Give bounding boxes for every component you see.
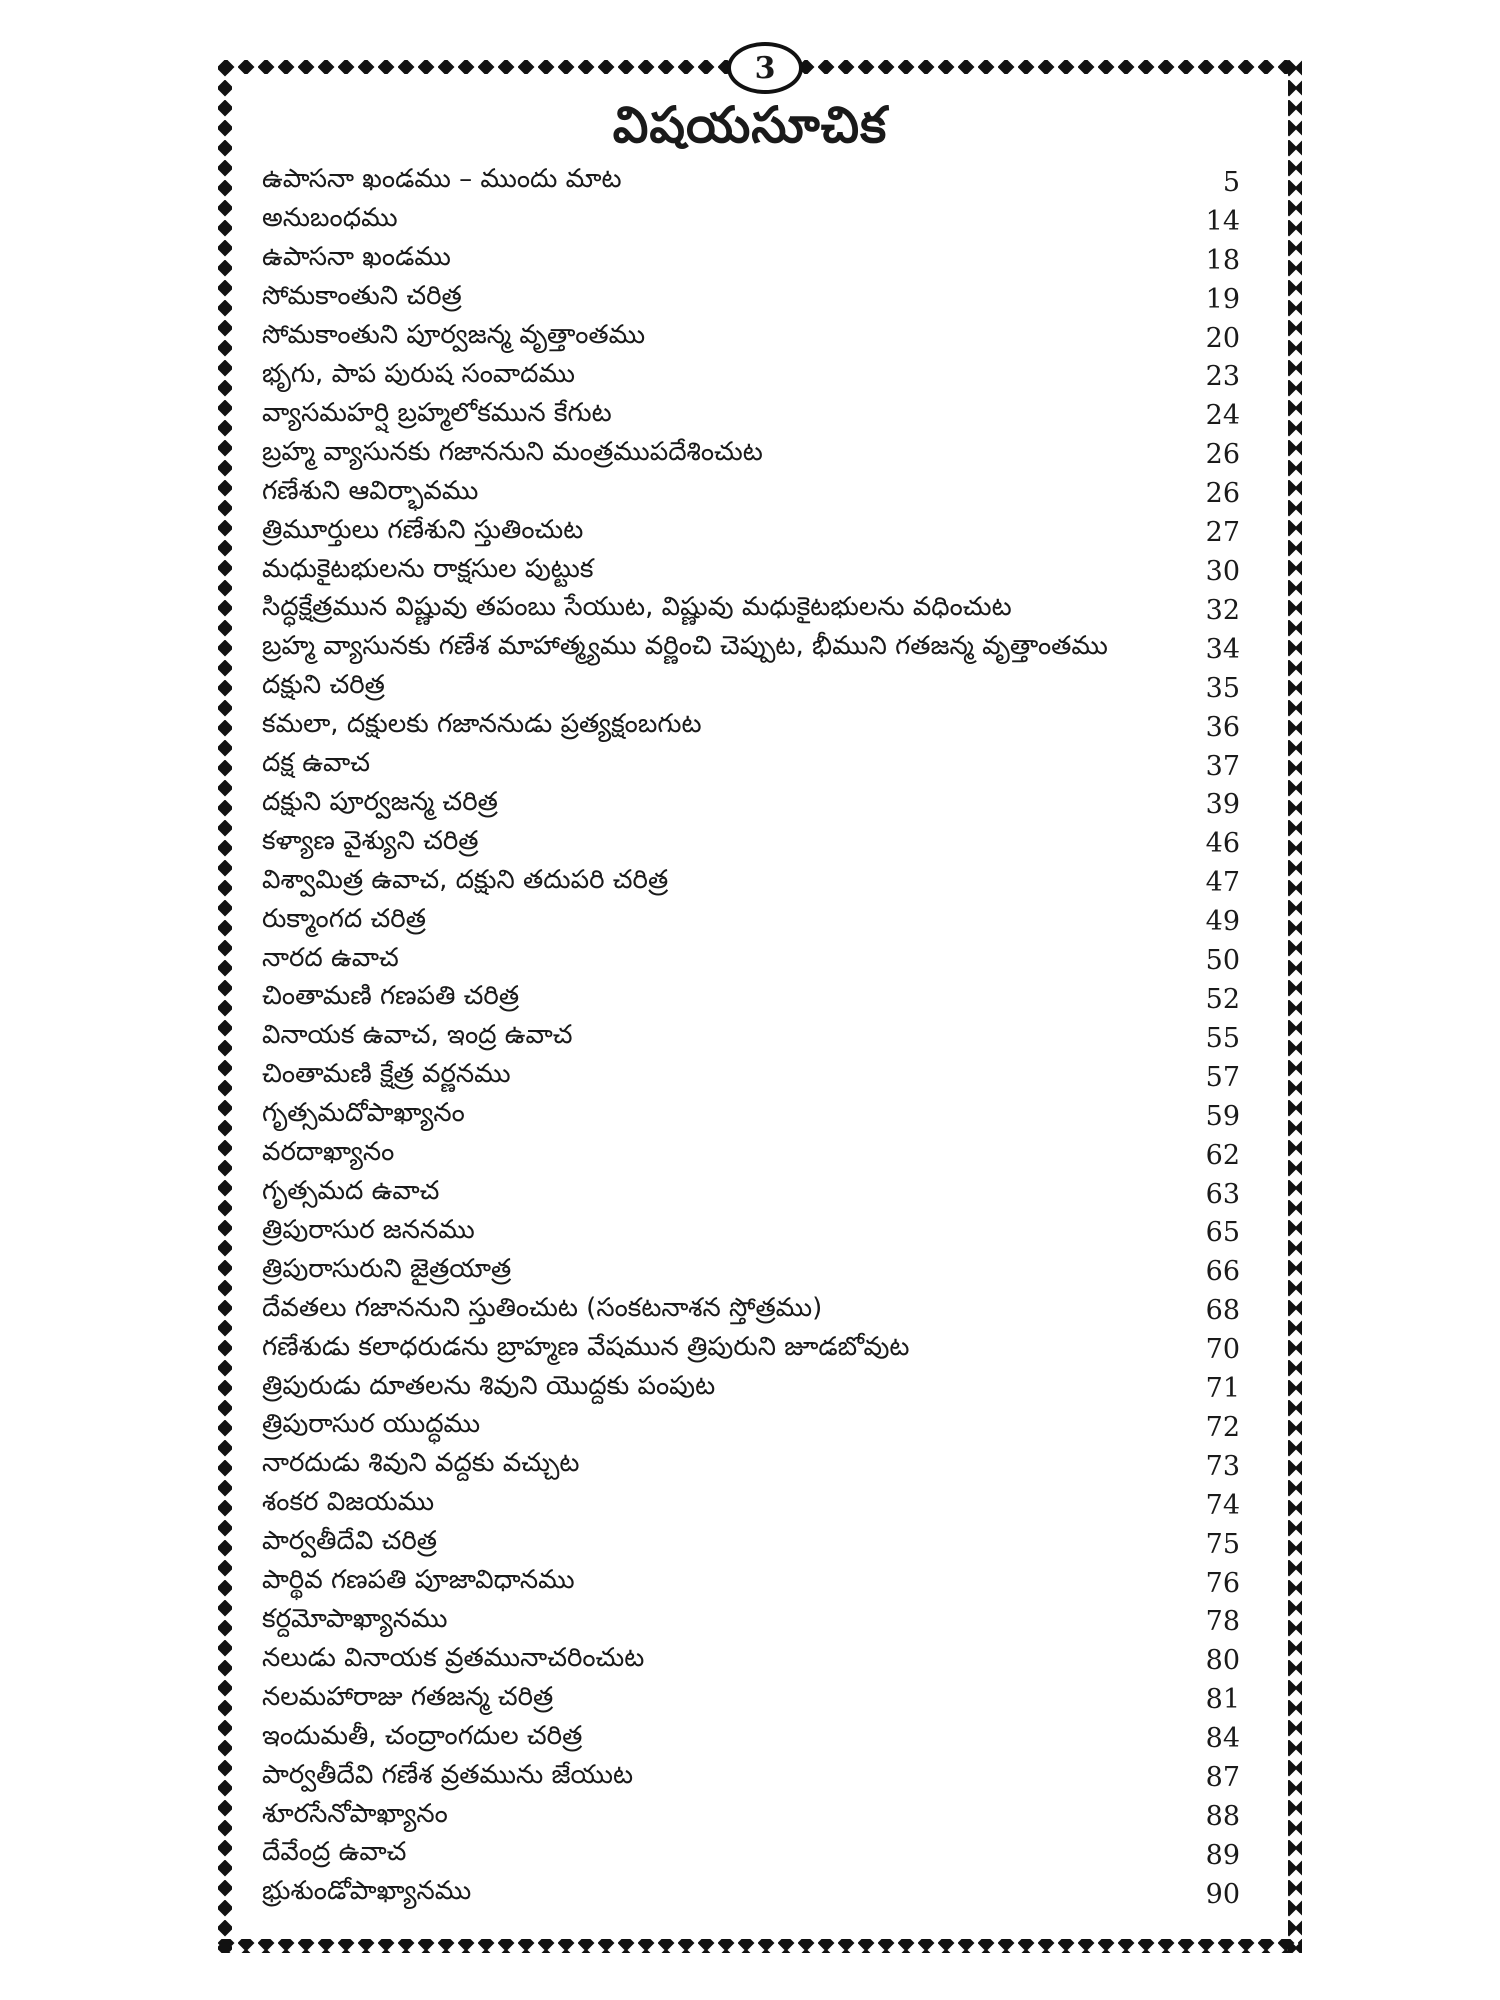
toc-row <box>262 1641 1240 1680</box>
toc-entry-title: సిద్ధక్షేత్రమున విష్ణువు తపంబు సేయుట, విష్ణువు మధుకైటభులను వధించుట <box>262 592 1012 623</box>
toc-row <box>262 1758 1240 1797</box>
toc-row <box>262 1836 1240 1875</box>
toc-row <box>262 1603 1240 1642</box>
toc-entry-title: విశ్వామిత్ర ఉవాచ, దక్షుని తదుపరి చరిత్ర <box>262 864 669 895</box>
toc-entry-page: 87 <box>1205 1762 1240 1794</box>
toc-entry-title: దక్షుని చరిత్ర <box>262 670 385 701</box>
toc-entry-page: 26 <box>1205 478 1240 510</box>
toc-entry-title: భ్రుశుండోపాఖ్యానము <box>262 1876 472 1907</box>
toc-entry-title: శంకర విజయము <box>262 1487 435 1518</box>
toc-entry-page: 66 <box>1205 1256 1240 1288</box>
toc-row <box>262 1175 1240 1214</box>
toc-entry-page: 70 <box>1205 1334 1240 1366</box>
toc-entry-title: ఉపాసనా ఖండము <box>262 242 451 273</box>
toc-row <box>262 1875 1240 1914</box>
toc-entry-page: 78 <box>1205 1606 1240 1638</box>
toc-entry-title: త్రిపురాసుర జననము <box>262 1214 475 1245</box>
toc-entry-page: 26 <box>1205 439 1240 471</box>
toc-entry-page: 89 <box>1205 1839 1240 1871</box>
toc-row <box>262 1213 1240 1252</box>
toc-entry-page: 32 <box>1205 594 1240 626</box>
toc-entry-title: చింతామణి గణపతి చరిత్ర <box>262 981 520 1012</box>
toc-row <box>262 1525 1240 1564</box>
toc-entry-title: కర్దమోపాఖ్యానము <box>262 1603 448 1634</box>
toc-row <box>262 669 1240 708</box>
toc-entry-page: 20 <box>1205 322 1240 354</box>
toc-entry-page: 47 <box>1205 867 1240 899</box>
toc-entry-page: 5 <box>1222 166 1240 198</box>
toc-entry-title: మధుకైటభులను రాక్షసుల పుట్టుక <box>262 553 594 584</box>
toc-entry-page: 55 <box>1205 1022 1240 1054</box>
toc-entry-title: బ్రహ్మ వ్యాసునకు గణేశ మాహాత్మ్యము వర్ణించి చెప్పుట, భీముని గతజన్మ వృత్తాంతము <box>262 631 1108 662</box>
toc-entry-page: 65 <box>1205 1217 1240 1249</box>
toc-entry-page: 24 <box>1205 400 1240 432</box>
toc-entry-page: 37 <box>1205 750 1240 782</box>
toc-entry-title: అనుబంధము <box>262 203 398 234</box>
toc-entry-page: 34 <box>1205 633 1240 665</box>
toc-entry-title: దేవతలు గజాననుని స్తుతించుట (సంకటనాశన స్తోత్రము) <box>262 1292 823 1323</box>
toc-entry-page: 72 <box>1205 1411 1240 1443</box>
toc-row <box>262 163 1240 202</box>
toc-entry-page: 59 <box>1205 1100 1240 1132</box>
toc-entry-title: సోమకాంతుని చరిత్ర <box>262 281 462 312</box>
toc-entry-title: రుక్మాంగద చరిత్ర <box>262 903 426 934</box>
toc-row <box>262 202 1240 241</box>
toc-entry-page: 49 <box>1205 906 1240 938</box>
toc-entry-title: త్రిపురుడు దూతలను శివుని యొద్దకు పంపుట <box>262 1370 716 1401</box>
toc-entry-title: వరదాఖ్యానం <box>262 1137 395 1168</box>
toc-row <box>262 863 1240 902</box>
toc-entry-page: 71 <box>1205 1373 1240 1405</box>
toc-row <box>262 902 1240 941</box>
toc-row <box>262 941 1240 980</box>
toc-entry-page: 19 <box>1205 283 1240 315</box>
toc-row <box>262 630 1240 669</box>
toc-entry-title: దక్ష ఉవాచ <box>262 748 370 779</box>
toc-entry-title: త్రిమూర్తులు గణేశుని స్తుతించుట <box>262 514 584 545</box>
toc-row <box>262 1097 1240 1136</box>
toc-entry-page: 62 <box>1205 1139 1240 1171</box>
toc-entry-page: 50 <box>1205 945 1240 977</box>
toc-entry-page: 39 <box>1205 789 1240 821</box>
toc-entry-title: ఇందుమతీ, చంద్రాంగదుల చరిత్ర <box>262 1720 583 1751</box>
toc-entry-page: 35 <box>1205 672 1240 704</box>
toc-row <box>262 552 1240 591</box>
toc-entry-title: గణేశుడు కలాధరుడను బ్రాహ్మణ వేషమున త్రిపురుని జూడబోవుట <box>262 1331 910 1362</box>
toc-row <box>262 1447 1240 1486</box>
toc-entry-title: వ్యాసమహర్షి బ్రహ్మలోకమున కేగుట <box>262 397 612 428</box>
toc-row <box>262 319 1240 358</box>
toc-entry-title: చింతామణి క్షేత్ర వర్ణనము <box>262 1059 511 1090</box>
toc-row <box>262 786 1240 825</box>
toc-entry-title: శూరసేనోపాఖ్యానం <box>262 1798 448 1829</box>
toc-entry-title: సోమకాంతుని పూర్వజన్మ వృత్తాంతము <box>262 320 646 351</box>
toc-row <box>262 435 1240 474</box>
toc-entry-title: దేవేంద్ర ఉవాచ <box>262 1837 407 1868</box>
toc-entry-title: నలమహారాజు గతజన్మ చరిత్ర <box>262 1681 554 1712</box>
toc-entry-title: నలుడు వినాయక వ్రతమునాచరించుట <box>262 1642 645 1673</box>
toc-entry-page: 81 <box>1205 1684 1240 1716</box>
toc-row <box>262 358 1240 397</box>
toc-entry-title: ఉపాసనా ఖండము – ముందు మాట <box>262 164 622 195</box>
toc-row <box>262 280 1240 319</box>
toc-entry-page: 63 <box>1205 1178 1240 1210</box>
toc-entry-page: 57 <box>1205 1061 1240 1093</box>
toc-row <box>262 1330 1240 1369</box>
toc-entry-page: 74 <box>1205 1489 1240 1521</box>
toc-row <box>262 396 1240 435</box>
toc-entry-page: 14 <box>1205 205 1240 237</box>
toc-entry-page: 30 <box>1205 556 1240 588</box>
toc-row <box>262 1719 1240 1758</box>
toc-row <box>262 824 1240 863</box>
toc-row <box>262 1680 1240 1719</box>
toc-row <box>262 708 1240 747</box>
toc-entry-page: 36 <box>1205 711 1240 743</box>
toc-entry-page: 68 <box>1205 1295 1240 1327</box>
toc-entry-title: కళ్యాణ వైశ్యుని చరిత్ర <box>262 825 479 856</box>
toc-row <box>262 474 1240 513</box>
toc-entry-title: వినాయక ఉవాచ, ఇంద్ర ఉవాచ <box>262 1020 573 1051</box>
toc-entry-page: 90 <box>1205 1878 1240 1910</box>
toc-row <box>262 1408 1240 1447</box>
toc-entry-page: 46 <box>1205 828 1240 860</box>
toc-row <box>262 1291 1240 1330</box>
page-title: విషయసూచిక <box>612 96 888 154</box>
toc-row <box>262 747 1240 786</box>
toc-entry-title: దక్షుని పూర్వజన్మ చరిత్ర <box>262 786 498 817</box>
toc-row <box>262 241 1240 280</box>
toc-row <box>262 1252 1240 1291</box>
toc-entry-title: త్రిపురాసురుని జైత్రయాత్ర <box>262 1253 512 1284</box>
toc-entry-page: 23 <box>1205 361 1240 393</box>
toc-entry-title: త్రిపురాసుర యుద్ధము <box>262 1409 481 1440</box>
toc-row <box>262 980 1240 1019</box>
toc-row <box>262 591 1240 630</box>
toc-row <box>262 1058 1240 1097</box>
page-number: 3 <box>727 42 803 94</box>
toc-entry-title: పార్వతీదేవి చరిత్ర <box>262 1526 437 1557</box>
toc-row <box>262 1564 1240 1603</box>
toc-entry-title: గృత్సమద ఉవాచ <box>262 1176 440 1207</box>
toc-row <box>262 1019 1240 1058</box>
toc-entry-title: భృగు, పాప పురుష సంవాదము <box>262 358 576 389</box>
toc-entry-title: గణేశుని ఆవిర్భావము <box>262 475 479 506</box>
toc-entry-page: 52 <box>1205 983 1240 1015</box>
toc-entry-page: 80 <box>1205 1645 1240 1677</box>
toc-row <box>262 1797 1240 1836</box>
toc-entry-page: 18 <box>1205 244 1240 276</box>
toc-entry-title: బ్రహ్మ వ్యాసునకు గజాననుని మంత్రముపదేశించుట <box>262 436 763 467</box>
toc-entry-title: నారదుడు శివుని వద్దకు వచ్చుట <box>262 1448 580 1479</box>
toc-entry-page: 84 <box>1205 1723 1240 1755</box>
toc-entry-page: 76 <box>1205 1567 1240 1599</box>
toc-entry-title: పార్వతీదేవి గణేశ వ్రతమును జేయుట <box>262 1759 634 1790</box>
toc-entry-title: నారద ఉవాచ <box>262 942 399 973</box>
table-of-contents <box>262 163 1240 1914</box>
toc-entry-title: కమలా, దక్షులకు గజాననుడు ప్రత్యక్షంబగుట <box>262 709 702 740</box>
toc-row <box>262 1369 1240 1408</box>
toc-entry-page: 73 <box>1205 1450 1240 1482</box>
toc-entry-title: గృత్సమదోపాఖ్యానం <box>262 1098 465 1129</box>
toc-entry-title: పార్థివ గణపతి పూజావిధానము <box>262 1565 575 1596</box>
toc-entry-page: 27 <box>1205 517 1240 549</box>
toc-entry-page: 88 <box>1205 1801 1240 1833</box>
toc-row <box>262 1136 1240 1175</box>
toc-row <box>262 1486 1240 1525</box>
toc-row <box>262 513 1240 552</box>
toc-entry-page: 75 <box>1205 1528 1240 1560</box>
